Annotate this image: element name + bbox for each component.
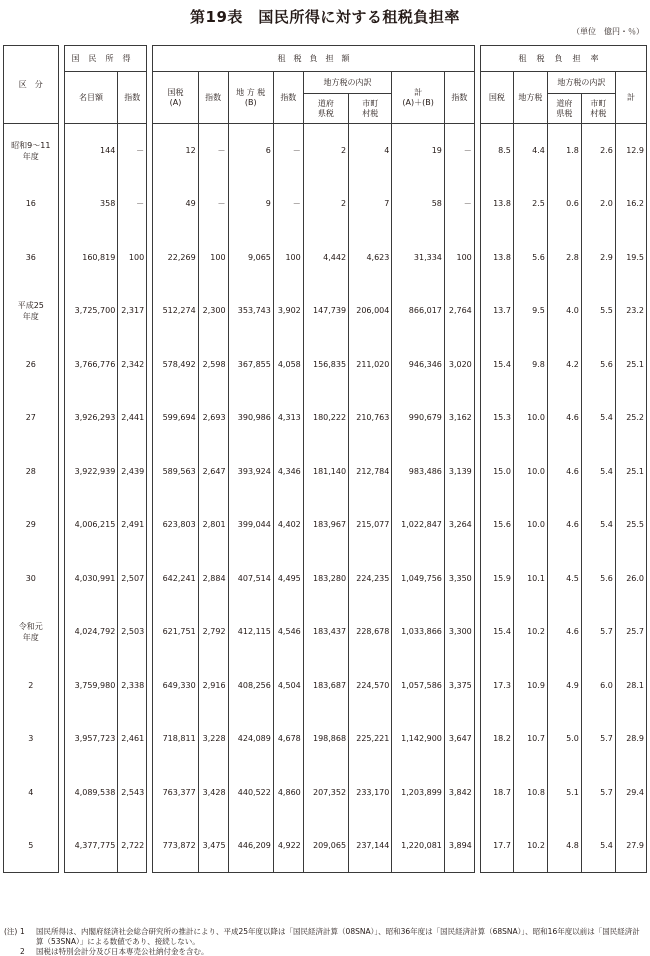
cell-chihouzei: 424,089 [228, 712, 273, 766]
cell-shisu: 2,441 [118, 391, 147, 445]
cell-shisu: － [444, 124, 474, 178]
cell-kokuzei: 49 [153, 177, 198, 231]
cell-shichosonzei: 225,221 [349, 712, 392, 766]
cell-ritsu-chihouzei: 10.0 [513, 445, 547, 499]
cell-meimokugaku: 3,766,776 [64, 338, 118, 392]
table-row [4, 712, 647, 766]
cell-shichosonzei: 4 [349, 124, 392, 178]
cell-shisu: 4,058 [273, 338, 303, 392]
cell-shisu: 2,503 [118, 605, 147, 659]
cell-kokuzei: 512,274 [153, 284, 198, 338]
cell-ritsu-kei: 28.1 [615, 659, 646, 713]
cell-meimokugaku: 358 [64, 177, 118, 231]
cell-shisu: 4,922 [273, 819, 303, 873]
header-chihouzei-uchiwake: 地方税の内訳 [303, 72, 392, 94]
cell-kei: 990,679 [392, 391, 445, 445]
row-label: 2 [4, 659, 59, 713]
cell-dofukenzei: 2 [303, 124, 348, 178]
cell-chihouzei: 393,924 [228, 445, 273, 499]
cell-dofukenzei: 183,437 [303, 605, 348, 659]
cell-chihouzei: 412,115 [228, 605, 273, 659]
cell-ritsu-kei: 25.7 [615, 605, 646, 659]
cell-ritsu-chihouzei: 10.1 [513, 552, 547, 606]
cell-ritsu-shichosonzei: 2.0 [581, 177, 615, 231]
cell-ritsu-kokuzei: 18.2 [480, 712, 513, 766]
cell-ritsu-dofukenzei: 5.0 [547, 712, 581, 766]
cell-ritsu-kokuzei: 17.3 [480, 659, 513, 713]
cell-shisu: 2,764 [444, 284, 474, 338]
cell-shisu: 2,342 [118, 338, 147, 392]
cell-ritsu-dofukenzei: 0.6 [547, 177, 581, 231]
row-label: 28 [4, 445, 59, 499]
cell-shichosonzei: 211,020 [349, 338, 392, 392]
cell-ritsu-kei: 16.2 [615, 177, 646, 231]
cell-shisu: 2,338 [118, 659, 147, 713]
cell-dofukenzei: 156,835 [303, 338, 348, 392]
footnote-2: 2 国税は特別会計分及び日本専売公社納付金を含む。 [20, 946, 209, 956]
cell-shisu: － [118, 124, 147, 178]
cell-ritsu-kokuzei: 15.6 [480, 498, 513, 552]
cell-chihouzei: 407,514 [228, 552, 273, 606]
cell-chihouzei: 6 [228, 124, 273, 178]
cell-shisu: 3,162 [444, 391, 474, 445]
row-label: 5 [4, 819, 59, 873]
cell-kokuzei: 12 [153, 124, 198, 178]
cell-shisu: 4,678 [273, 712, 303, 766]
cell-ritsu-kokuzei: 15.4 [480, 338, 513, 392]
cell-shisu: 3,350 [444, 552, 474, 606]
unit-label: （単位 億円・％） [572, 27, 644, 36]
cell-kei: 1,203,899 [392, 766, 445, 820]
table-row [4, 766, 647, 820]
cell-ritsu-kokuzei: 13.7 [480, 284, 513, 338]
header-ritsu-dofukenzei: 道府 県税 [547, 94, 581, 124]
cell-shisu: 2,792 [198, 605, 228, 659]
cell-dofukenzei: 147,739 [303, 284, 348, 338]
cell-ritsu-dofukenzei: 4.6 [547, 605, 581, 659]
cell-ritsu-chihouzei: 10.9 [513, 659, 547, 713]
cell-kei: 866,017 [392, 284, 445, 338]
cell-chihouzei: 399,044 [228, 498, 273, 552]
table-row [4, 605, 647, 659]
cell-kei: 946,346 [392, 338, 445, 392]
cell-chihouzei: 408,256 [228, 659, 273, 713]
cell-shisu: 2,317 [118, 284, 147, 338]
cell-ritsu-dofukenzei: 5.1 [547, 766, 581, 820]
row-label: 26 [4, 338, 59, 392]
row-label: 30 [4, 552, 59, 606]
header-meimokugaku: 名目額 [64, 72, 118, 124]
cell-shisu: 4,860 [273, 766, 303, 820]
cell-ritsu-kokuzei: 15.9 [480, 552, 513, 606]
table-row [4, 284, 647, 338]
cell-shisu: 100 [444, 231, 474, 285]
cell-dofukenzei: 183,967 [303, 498, 348, 552]
table-row [4, 445, 647, 499]
cell-ritsu-shichosonzei: 5.4 [581, 819, 615, 873]
cell-ritsu-kei: 26.0 [615, 552, 646, 606]
cell-chihouzei: 440,522 [228, 766, 273, 820]
cell-ritsu-dofukenzei: 4.6 [547, 445, 581, 499]
cell-ritsu-dofukenzei: 4.2 [547, 338, 581, 392]
cell-ritsu-shichosonzei: 5.7 [581, 605, 615, 659]
cell-shisu: 4,495 [273, 552, 303, 606]
cell-meimokugaku: 4,377,775 [64, 819, 118, 873]
cell-kei: 1,049,756 [392, 552, 445, 606]
table-row [4, 177, 647, 231]
header-kubun: 区 分 [4, 46, 59, 124]
cell-dofukenzei: 207,352 [303, 766, 348, 820]
cell-ritsu-chihouzei: 4.4 [513, 124, 547, 178]
header-ritsu-kei: 計 [615, 72, 646, 124]
header-shisu: 指数 [444, 72, 474, 124]
cell-dofukenzei: 180,222 [303, 391, 348, 445]
cell-shichosonzei: 228,678 [349, 605, 392, 659]
cell-ritsu-dofukenzei: 4.8 [547, 819, 581, 873]
cell-meimokugaku: 4,024,792 [64, 605, 118, 659]
cell-ritsu-shichosonzei: 5.7 [581, 766, 615, 820]
cell-ritsu-chihouzei: 10.8 [513, 766, 547, 820]
cell-shisu: 3,228 [198, 712, 228, 766]
table-row [4, 124, 647, 178]
cell-meimokugaku: 3,957,723 [64, 712, 118, 766]
row-label: 16 [4, 177, 59, 231]
cell-shichosonzei: 224,570 [349, 659, 392, 713]
cell-kei: 1,142,900 [392, 712, 445, 766]
cell-ritsu-shichosonzei: 5.4 [581, 391, 615, 445]
cell-shisu: 2,598 [198, 338, 228, 392]
cell-ritsu-shichosonzei: 2.6 [581, 124, 615, 178]
cell-shisu: － [198, 177, 228, 231]
cell-shisu: 3,375 [444, 659, 474, 713]
cell-ritsu-kokuzei: 15.4 [480, 605, 513, 659]
cell-ritsu-dofukenzei: 4.5 [547, 552, 581, 606]
cell-shisu: － [118, 177, 147, 231]
header-sozei-futan-gaku: 租 税 負 担 額 [153, 46, 474, 72]
row-label: 36 [4, 231, 59, 285]
cell-ritsu-kei: 25.2 [615, 391, 646, 445]
cell-ritsu-shichosonzei: 5.6 [581, 552, 615, 606]
cell-kokuzei: 773,872 [153, 819, 198, 873]
cell-ritsu-chihouzei: 10.2 [513, 819, 547, 873]
cell-shisu: 2,647 [198, 445, 228, 499]
cell-chihouzei: 353,743 [228, 284, 273, 338]
footnotes [4, 927, 646, 956]
cell-ritsu-dofukenzei: 4.6 [547, 391, 581, 445]
table-row [4, 338, 647, 392]
row-label: 平成25 年度 [4, 284, 59, 338]
cell-kei: 1,033,866 [392, 605, 445, 659]
cell-ritsu-shichosonzei: 5.7 [581, 712, 615, 766]
row-label: 昭和9～11 年度 [4, 124, 59, 178]
cell-ritsu-kokuzei: 17.7 [480, 819, 513, 873]
cell-meimokugaku: 4,006,215 [64, 498, 118, 552]
cell-ritsu-shichosonzei: 2.9 [581, 231, 615, 285]
cell-kei: 1,220,081 [392, 819, 445, 873]
cell-shisu: 4,504 [273, 659, 303, 713]
cell-shisu: 2,491 [118, 498, 147, 552]
cell-shisu: － [198, 124, 228, 178]
cell-shisu: 3,428 [198, 766, 228, 820]
cell-ritsu-dofukenzei: 4.9 [547, 659, 581, 713]
cell-ritsu-chihouzei: 2.5 [513, 177, 547, 231]
tax-burden-table [3, 45, 647, 873]
header-shisu: 指数 [198, 72, 228, 124]
cell-dofukenzei: 183,687 [303, 659, 348, 713]
cell-chihouzei: 9,065 [228, 231, 273, 285]
cell-ritsu-shichosonzei: 6.0 [581, 659, 615, 713]
cell-shichosonzei: 224,235 [349, 552, 392, 606]
header-ritsu-kokuzei: 国税 [480, 72, 513, 124]
cell-kokuzei: 578,492 [153, 338, 198, 392]
cell-ritsu-shichosonzei: 5.5 [581, 284, 615, 338]
table-body [4, 124, 647, 873]
cell-shisu: 3,475 [198, 819, 228, 873]
cell-kokuzei: 649,330 [153, 659, 198, 713]
cell-dofukenzei: 181,140 [303, 445, 348, 499]
cell-ritsu-dofukenzei: 4.6 [547, 498, 581, 552]
table-row [4, 231, 647, 285]
cell-ritsu-dofukenzei: 4.0 [547, 284, 581, 338]
cell-kei: 1,057,586 [392, 659, 445, 713]
cell-kei: 983,486 [392, 445, 445, 499]
cell-meimokugaku: 3,725,700 [64, 284, 118, 338]
cell-ritsu-kokuzei: 15.3 [480, 391, 513, 445]
cell-ritsu-kei: 25.1 [615, 338, 646, 392]
cell-shisu: 3,264 [444, 498, 474, 552]
cell-ritsu-chihouzei: 10.0 [513, 498, 547, 552]
cell-chihouzei: 9 [228, 177, 273, 231]
cell-kei: 31,334 [392, 231, 445, 285]
cell-shisu: 3,842 [444, 766, 474, 820]
cell-ritsu-shichosonzei: 5.4 [581, 498, 615, 552]
cell-shisu: 2,693 [198, 391, 228, 445]
table-row [4, 659, 647, 713]
cell-shisu: 2,884 [198, 552, 228, 606]
cell-meimokugaku: 4,089,538 [64, 766, 118, 820]
cell-ritsu-chihouzei: 5.6 [513, 231, 547, 285]
row-label: 29 [4, 498, 59, 552]
cell-kokuzei: 763,377 [153, 766, 198, 820]
cell-chihouzei: 446,209 [228, 819, 273, 873]
cell-ritsu-kei: 19.5 [615, 231, 646, 285]
table-row [4, 819, 647, 873]
header-ritsu-chihouzei: 地方税 [513, 72, 547, 124]
cell-shisu: 3,139 [444, 445, 474, 499]
cell-ritsu-kokuzei: 8.5 [480, 124, 513, 178]
cell-shisu: 3,647 [444, 712, 474, 766]
cell-shichosonzei: 210,763 [349, 391, 392, 445]
cell-meimokugaku: 3,926,293 [64, 391, 118, 445]
cell-shisu: 2,439 [118, 445, 147, 499]
cell-shisu: 4,402 [273, 498, 303, 552]
cell-kokuzei: 621,751 [153, 605, 198, 659]
cell-shichosonzei: 7 [349, 177, 392, 231]
cell-ritsu-chihouzei: 9.8 [513, 338, 547, 392]
header-ritsu-shichosonzei: 市町 村税 [581, 94, 615, 124]
cell-ritsu-kei: 12.9 [615, 124, 646, 178]
cell-ritsu-kei: 25.1 [615, 445, 646, 499]
header-sozei-futan-ritsu: 租税負担率 [480, 46, 646, 72]
cell-ritsu-chihouzei: 10.7 [513, 712, 547, 766]
cell-shichosonzei: 237,144 [349, 819, 392, 873]
cell-shichosonzei: 215,077 [349, 498, 392, 552]
cell-shisu: 3,020 [444, 338, 474, 392]
cell-ritsu-kokuzei: 18.7 [480, 766, 513, 820]
cell-kokuzei: 642,241 [153, 552, 198, 606]
table-row [4, 391, 647, 445]
cell-dofukenzei: 2 [303, 177, 348, 231]
cell-ritsu-chihouzei: 9.5 [513, 284, 547, 338]
row-label: 3 [4, 712, 59, 766]
cell-meimokugaku: 3,922,939 [64, 445, 118, 499]
cell-chihouzei: 367,855 [228, 338, 273, 392]
cell-meimokugaku: 160,819 [64, 231, 118, 285]
cell-kokuzei: 599,694 [153, 391, 198, 445]
cell-shisu: 3,894 [444, 819, 474, 873]
cell-kei: 19 [392, 124, 445, 178]
cell-shisu: － [273, 177, 303, 231]
table-row [4, 552, 647, 606]
page-title: 第19表 国民所得に対する租税負担率 [190, 8, 460, 26]
cell-shisu: 4,546 [273, 605, 303, 659]
cell-meimokugaku: 144 [64, 124, 118, 178]
cell-ritsu-shichosonzei: 5.6 [581, 338, 615, 392]
row-label: 令和元 年度 [4, 605, 59, 659]
cell-kei: 1,022,847 [392, 498, 445, 552]
header-chihouzei-b: 地 方 税 (B) [228, 72, 273, 124]
cell-ritsu-dofukenzei: 1.8 [547, 124, 581, 178]
header-shisu: 指数 [118, 72, 147, 124]
cell-dofukenzei: 183,280 [303, 552, 348, 606]
cell-chihouzei: 390,986 [228, 391, 273, 445]
header-shisu: 指数 [273, 72, 303, 124]
cell-shisu: 3,902 [273, 284, 303, 338]
cell-shichosonzei: 206,004 [349, 284, 392, 338]
cell-shisu: 100 [198, 231, 228, 285]
cell-kokuzei: 623,803 [153, 498, 198, 552]
cell-shisu: 100 [273, 231, 303, 285]
header-ritsu-chihouzei-uchiwake: 地方税の内訳 [547, 72, 615, 94]
cell-ritsu-kokuzei: 13.8 [480, 231, 513, 285]
cell-shisu: － [444, 177, 474, 231]
cell-dofukenzei: 198,868 [303, 712, 348, 766]
header-dofukenzei: 道府 県税 [303, 94, 348, 124]
cell-ritsu-kei: 28.9 [615, 712, 646, 766]
cell-ritsu-chihouzei: 10.2 [513, 605, 547, 659]
cell-kokuzei: 718,811 [153, 712, 198, 766]
cell-ritsu-kokuzei: 15.0 [480, 445, 513, 499]
header-kokuzei-a: 国税 (A) [153, 72, 198, 124]
cell-shisu: 2,300 [198, 284, 228, 338]
cell-dofukenzei: 209,065 [303, 819, 348, 873]
cell-ritsu-kokuzei: 13.8 [480, 177, 513, 231]
cell-shisu: 2,916 [198, 659, 228, 713]
cell-shisu: 2,722 [118, 819, 147, 873]
cell-shisu: 2,801 [198, 498, 228, 552]
header-kokumin-shotoku: 国民所得 [64, 46, 146, 72]
cell-ritsu-shichosonzei: 5.4 [581, 445, 615, 499]
cell-ritsu-kei: 23.2 [615, 284, 646, 338]
cell-shichosonzei: 212,784 [349, 445, 392, 499]
cell-ritsu-chihouzei: 10.0 [513, 391, 547, 445]
cell-kei: 58 [392, 177, 445, 231]
cell-shisu: 4,313 [273, 391, 303, 445]
cell-shisu: 3,300 [444, 605, 474, 659]
cell-shisu: 2,543 [118, 766, 147, 820]
row-label: 4 [4, 766, 59, 820]
header-shichosonzei: 市町 村税 [349, 94, 392, 124]
cell-shisu: 2,461 [118, 712, 147, 766]
cell-shisu: 2,507 [118, 552, 147, 606]
cell-meimokugaku: 3,759,980 [64, 659, 118, 713]
cell-shisu: 4,346 [273, 445, 303, 499]
cell-dofukenzei: 4,442 [303, 231, 348, 285]
cell-meimokugaku: 4,030,991 [64, 552, 118, 606]
cell-kokuzei: 22,269 [153, 231, 198, 285]
footnote-1: (注) 1 国民所得は、内閣府経済社会総合研究所の推計により、平成25年度以降は「国民経済計算（08SNA）」、昭和36年度は「国民経済計算（68SNA）」、昭和16年度以前は「国民経済計算（53SNA）」による数値であり、接続しない。 [4, 927, 640, 946]
cell-shichosonzei: 4,623 [349, 231, 392, 285]
row-label: 27 [4, 391, 59, 445]
cell-ritsu-kei: 25.5 [615, 498, 646, 552]
table-row [4, 498, 647, 552]
cell-ritsu-kei: 29.4 [615, 766, 646, 820]
header-kei-ab: 計 (A)＋(B) [392, 72, 445, 124]
cell-kokuzei: 589,563 [153, 445, 198, 499]
cell-shisu: 100 [118, 231, 147, 285]
cell-ritsu-kei: 27.9 [615, 819, 646, 873]
cell-shisu: － [273, 124, 303, 178]
cell-shichosonzei: 233,170 [349, 766, 392, 820]
cell-ritsu-dofukenzei: 2.8 [547, 231, 581, 285]
